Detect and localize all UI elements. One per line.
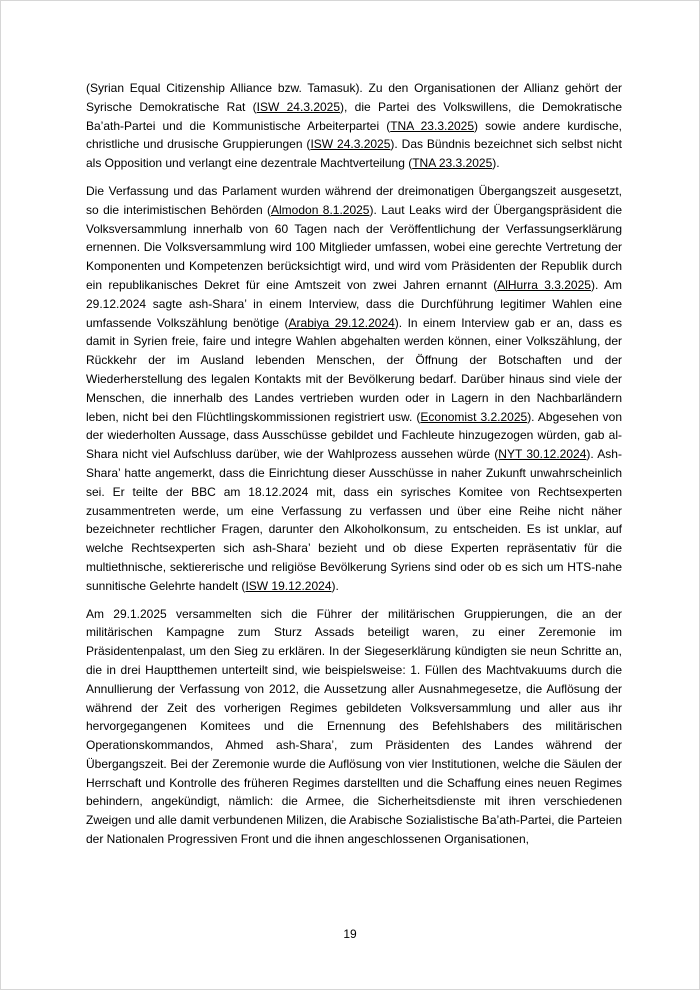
paragraph [86,79,622,173]
text-segment: (Syrian Equal Citizenship Alliance bzw. Tamasuk). Zu den Organisationen der Allianz gehört der Syrische Demokratische Rat ( [86,81,622,114]
text-segment: ). Am 29.12.2024 sagte ash-Shara’ in einem Interview, dass die Durchführung legitimer Wahlen eine umfassende Volkszählung benötige ( [86,277,622,330]
text-segment: ) sowie andere kurdische, christliche und drusische Gruppierungen ( [86,118,623,152]
text-segment: ), die Partei des Volkswillens, die Demokratische Ba’ath-Partei und die Kommunistische Arbeiterpartei ( [86,99,622,133]
text-segment: ). [492,156,500,171]
text-segment: ). Ash-Shara’ hatte angemerkt, dass die Einrichtung dieser Ausschüsse in naher Zukunft unwahrscheinlich sei. Er teilte der BBC am 18.12.2024 mit, dass ein syrisches Komitee von Rechtsexperten zusammentreten werde, um eine Verfassung zu verfassen und über eine Reihe nicht näher bezeichneter rechtlicher Fragen, darunter den Alkoholkonsum, zu entscheiden. Es ist unklar, auf welche Rechtsexperten sich ash-Shara’ bezieht und ob diese Experten repräsentativ für die multiethnische, sektiererische und religiöse Bevölkerung Syriens sind oder ob es sich um HTS-nahe sunnitische Gelehrte handelt ( [86,447,622,593]
citation-link[interactable]: NYT 30.12.2024 [498,447,587,462]
citation-link[interactable]: AlHurra 3.3.2025 [497,277,591,292]
citation-link[interactable]: Arabiya 29.12.2024 [288,315,395,330]
text-segment: ). Abgesehen von der wiederholten Aussage, dass Ausschüsse gebildet und Fachleute hinzugezogen würden, gab al-Shara nicht viel Aufschluss darüber, wie der Wahlprozess aussehen würde ( [86,409,622,462]
text-segment: Am 29.1.2025 versammelten sich die Führer der militärischen Gruppierungen, die an der militärischen Kampagne zum Sturz Assads beteiligt waren, zu einer Zeremonie im Präsidentenpalast, um den Sieg zu erklären. In der Siegeserklärung kündigten sie neun Schritte an, die in drei Hauptthemen unterteilt sind, wie beispielsweise: 1. Füllen des Machtvakuums durch die Annullierung der Verfassung von 2012, die Aussetzung aller Ausnahmegesetze, die Auflösung der während der Zeit des vorherigen Regimes gebildeten Volksversammlung und aller aus ihr hervorgegangenen Komitees und die Ernennung des Befehlshabers des militärischen Operationskommandos, Ahmed ash-Shara’, zum Präsidenten des Landes während der Übergangszeit. Bei der Zeremonie wurde die Auflösung von vier Institutionen, welche die Säulen der Herrschaft und Kontrolle des früheren Regimes darstellten und die Schaffung eines neuen Regimes behindern, angekündigt, nämlich: die Armee, die Sicherheitsdienste mit ihren verschiedenen Zweigen und alle damit verbundenen Milizen, die Arabische Sozialistische Ba’ath-Partei, die Parteien der Nationalen Progressiven Front und die ihnen angeschlossenen Organisationen, [86,606,622,847]
text-segment: ). [331,578,339,593]
page-footer [1,927,699,941]
paragraph [86,605,622,849]
text-segment: ). Laut Leaks wird der Übergangspräsident die Volksversammlung innerhalb von 60 Tagen nach der Veröffentlichung der Verfassungserklärung ernennen. Die Volksversammlung wird 100 Mitglieder umfassen, wobei eine gerechte Vertretung der Komponenten und Kompetenzen berücksichtigt wird, und wird vom Präsidenten der Republik durch ein republikanisches Dekret für eine Amtszeit von zwei Jahren ernannt ( [86,202,622,292]
citation-link[interactable]: Economist 3.2.2025 [420,409,528,424]
text-segment: Die Verfassung und das Parlament wurden während der dreimonatigen Übergangszeit ausgesetzt, so die interimistischen Behörden ( [86,183,622,217]
page-content [86,79,622,858]
text-segment: ). Das Bündnis bezeichnet sich selbst nicht als Opposition und verlangt eine dezentrale Machtverteilung ( [86,137,622,171]
citation-link[interactable]: Almodon 8.1.2025 [271,202,370,217]
citation-link[interactable]: TNA 23.3.2025 [390,118,475,133]
citation-link[interactable]: ISW 24.3.2025 [256,99,341,114]
text-segment: ). In einem Interview gab er an, dass es damit in Syrien freie, faire und integre Wahlen abgehalten werden können, einer Volkszählung, der Rückkehr der im Ausland lebenden Menschen, der Öffnung der Botschaften und der Wiederherstellung des legalen Kontakts mit der Bevölkerung bedarf. Darüber hinaus sind viele der Menschen, die innerhalb des Landes vertrieben wurden oder in Lagern in den Nachbarländern leben, nicht bei den Flüchtlingskommissionen registriert usw. ( [86,315,622,424]
citation-link[interactable]: TNA 23.3.2025 [412,156,493,171]
citation-link[interactable]: ISW 19.12.2024 [245,578,332,593]
citation-link[interactable]: ISW 24.3.2025 [310,137,391,152]
page-number: 19 [343,927,357,941]
paragraph [86,182,622,596]
